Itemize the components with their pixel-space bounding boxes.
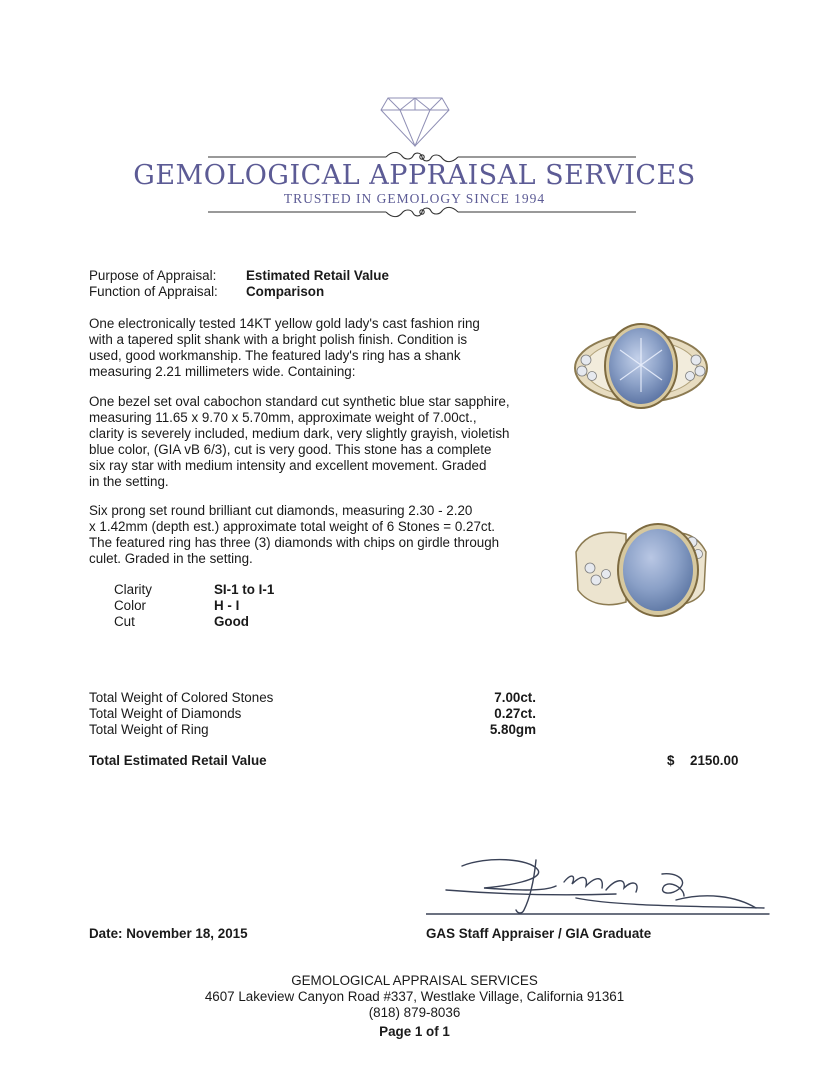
retail-currency: $ [667, 753, 675, 768]
ring-description-line: used, good workmanship. The featured lady's ring has a shank [89, 348, 461, 363]
ring-photo [566, 316, 716, 416]
function-label: Function of Appraisal: [89, 284, 218, 299]
sapphire-description-line: measuring 11.65 x 9.70 x 5.70mm, approximate weight of 7.00ct., [89, 410, 477, 425]
footer-address: 4607 Lakeview Canyon Road #337, Westlake Village, California 91361 [204, 989, 625, 1004]
total-ring-label: Total Weight of Ring [89, 722, 209, 737]
sapphire-description [89, 394, 529, 490]
scroll-ornament-icon [208, 205, 636, 219]
footer-company: GEMOLOGICAL APPRAISAL SERVICES [291, 973, 538, 988]
page-number: Page 1 of 1 [379, 1024, 450, 1039]
ring-description-line: with a tapered split shank with a bright polish finish. Condition is [89, 332, 468, 347]
diamond-description [89, 503, 529, 567]
total-colored-label: Total Weight of Colored Stones [89, 690, 274, 705]
footer-phone: (818) 879-8036 [368, 1005, 461, 1020]
signature [426, 852, 771, 924]
total-diamonds-label: Total Weight of Diamonds [89, 706, 242, 721]
diamond-description-line: culet. Graded in the setting. [89, 551, 253, 566]
sapphire-description-line: six ray star with medium intensity and excellent movement. Graded [89, 458, 487, 473]
ring-description [89, 316, 529, 380]
total-ring-value: 5.80gm [489, 722, 536, 737]
diamond-description-line: x 1.42mm (depth est.) approximate total weight of 6 Stones = 0.27ct. [89, 519, 496, 534]
sapphire-description-line: blue color, (GIA vB 6/3), cut is very good. This stone has a complete [89, 442, 492, 457]
company-tagline: TRUSTED IN GEMOLOGY SINCE 1994 [283, 191, 546, 206]
diamond-description-line: Six prong set round brilliant cut diamonds, measuring 2.30 - 2.20 [89, 503, 473, 518]
retail-value-label: Total Estimated Retail Value [89, 753, 267, 768]
purpose-label: Purpose of Appraisal: [89, 268, 217, 283]
ring-description-line: One electronically tested 14KT yellow gold lady's cast fashion ring [89, 316, 480, 331]
diamond-logo-icon [380, 92, 450, 148]
sapphire-description-line: clarity is severely included, medium dark, very slightly grayish, violetish [89, 426, 510, 441]
function-value: Comparison [246, 284, 325, 299]
color-label: Color [114, 598, 146, 613]
sapphire-description-line: in the setting. [89, 474, 169, 489]
purpose-value: Estimated Retail Value [246, 268, 389, 283]
company-logo-title: GEMOLOGICAL APPRAISAL SERVICES [133, 160, 696, 191]
cut-value: Good [214, 614, 249, 629]
retail-value: 2150.00 [690, 753, 739, 768]
clarity-label: Clarity [114, 582, 152, 597]
sapphire-description-line: One bezel set oval cabochon standard cut synthetic blue star sapphire, [89, 394, 510, 409]
diamond-description-line: The featured ring has three (3) diamonds with chips on girdle through [89, 535, 500, 550]
ring-photo [566, 512, 716, 622]
total-diamonds-value: 0.27ct. [494, 706, 536, 721]
appraisal-date: Date: November 18, 2015 [89, 926, 248, 941]
clarity-value: SI-1 to I-1 [214, 582, 275, 597]
appraiser-title: GAS Staff Appraiser / GIA Graduate [426, 926, 652, 941]
ring-description-line: measuring 2.21 millimeters wide. Containing: [89, 364, 356, 379]
cut-label: Cut [114, 614, 135, 629]
total-colored-value: 7.00ct. [494, 690, 536, 705]
color-value: H - I [214, 598, 240, 613]
